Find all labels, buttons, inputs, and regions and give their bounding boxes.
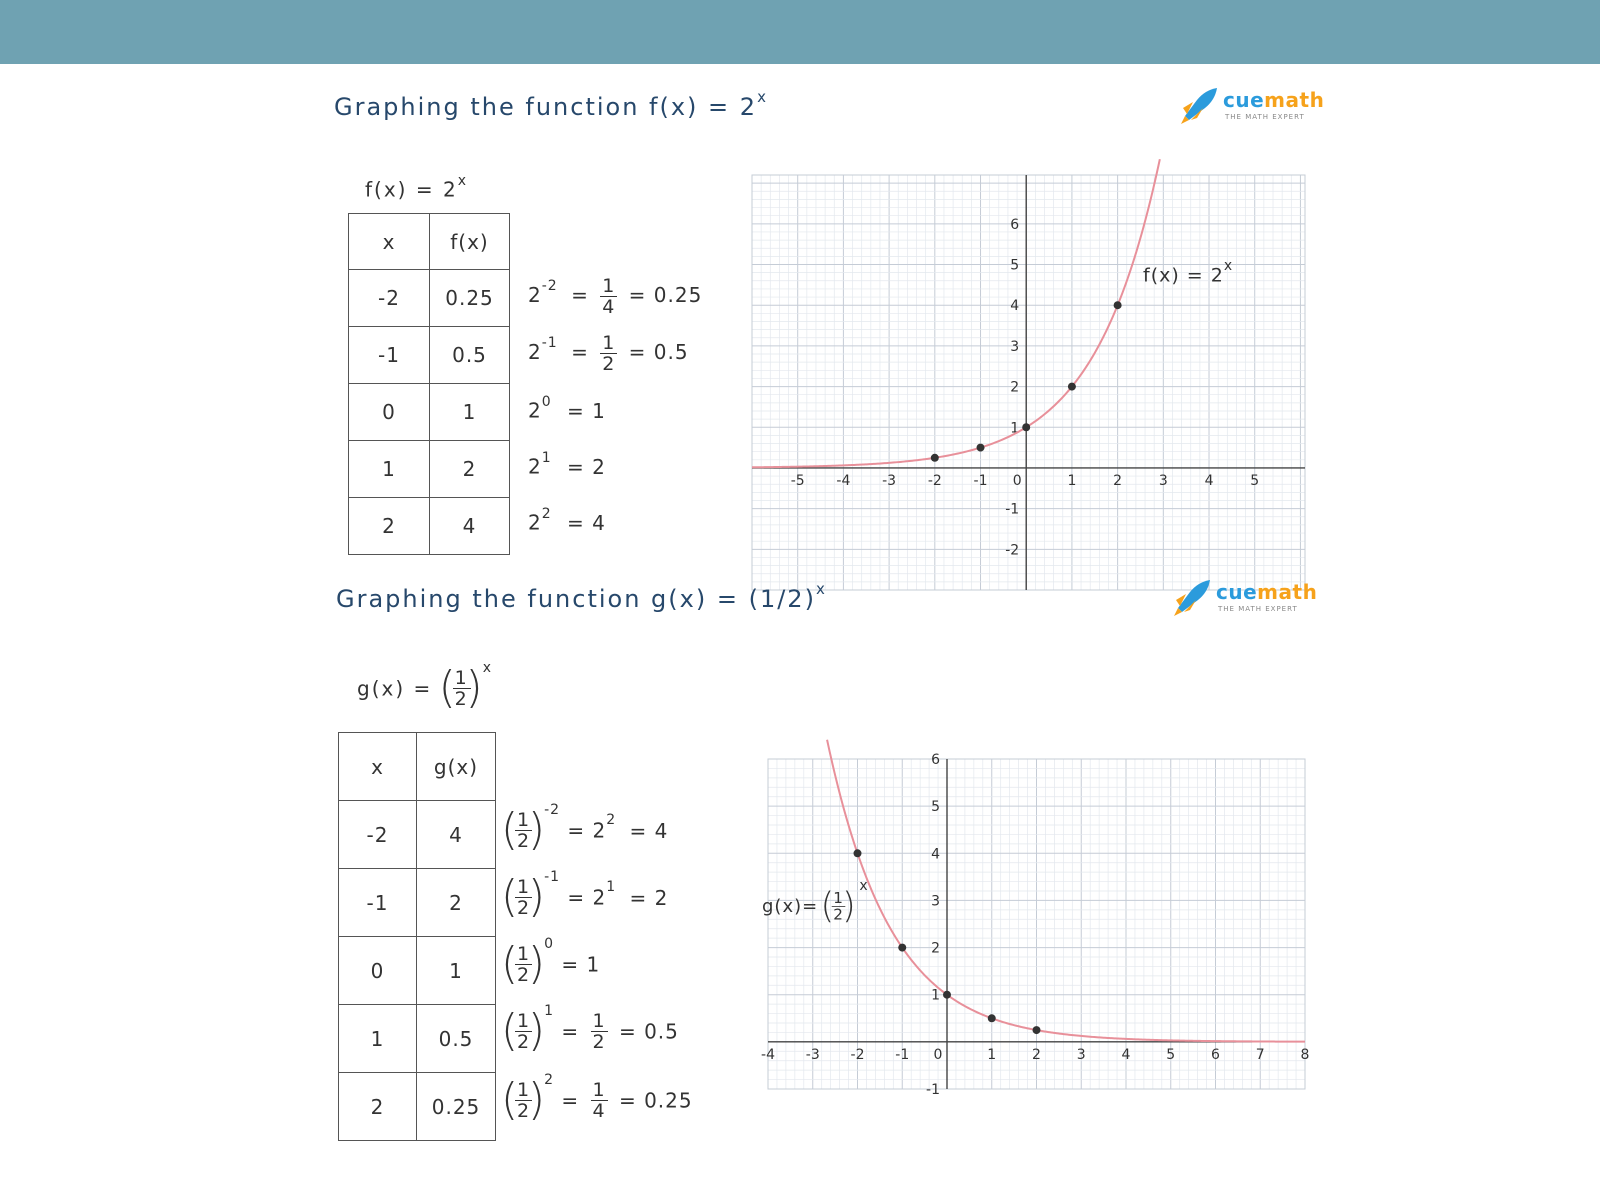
calc-paren-fraction: ( $\frac{1}{2}$ ) [501,804,547,855]
table-cell: 0.25 [417,1073,496,1141]
table-row [349,498,510,555]
calc-base: 2 [528,454,542,479]
rocket-icon [1175,86,1219,126]
curve-label-text: g(x)= [762,896,819,917]
x-tick-label: 5 [1166,1046,1176,1063]
section2-title-exponent: x [815,580,827,598]
x-tick-label: 7 [1255,1046,1265,1063]
top-banner [0,0,1600,64]
calc-result: = 1 [561,952,601,977]
table-header-x: x [339,733,417,801]
curve-label-text: f(x) = 2 [1143,264,1224,287]
calc-base: 2 [528,510,542,535]
calc-result: = 4 [629,818,669,843]
section2-value-table [338,732,496,1141]
x-tick-label: 4 [1121,1046,1131,1063]
x-tick-label: 6 [1211,1046,1220,1063]
plot-border [752,175,1305,590]
section1-def-lhs: f(x) = 2 [365,177,458,202]
calc-result: = 1 [567,398,606,423]
table-header-row [349,214,510,270]
chart-f-2-pow-x [752,175,1305,590]
y-tick-label: -1 [926,1082,940,1098]
data-point [1022,423,1030,431]
table-row [339,801,496,869]
calc-equals: = [561,1019,580,1044]
x-tick-label: 8 [1300,1046,1310,1063]
table-header-gx: g(x) [417,733,496,801]
y-tick-label: 4 [1010,298,1020,315]
calc-exponent: 0 [544,936,555,952]
calc-equals: = [571,283,589,307]
calc-base: 2 [528,340,542,364]
table-row [349,384,510,441]
data-point [943,991,951,999]
calc-row [501,1003,679,1056]
calc-row [501,936,601,989]
x-tick-label: -4 [761,1046,775,1063]
calc-fraction [600,276,617,317]
curve-label-g [762,877,869,927]
table-row [339,937,496,1005]
def-paren-fraction [438,662,485,713]
table-cell: 2 [417,869,496,937]
calc-paren-fraction: ( $\frac{1}{2}$ ) [501,938,547,989]
y-tick-label: -2 [1005,542,1020,559]
table-cell: 4 [417,801,496,869]
fraction-denominator: 2 [592,1031,606,1053]
calc-paren-fraction: ( $\frac{1}{2}$ ) [501,871,547,922]
table-cell: -1 [349,327,430,384]
calc-exponent: 2 [544,1072,555,1088]
x-tick-label: -2 [927,472,942,489]
data-point [1068,383,1076,391]
fraction-numerator: 1 [592,1079,606,1101]
cuemath-logo [1168,578,1318,622]
calc-fraction [591,1080,608,1121]
table-row [339,1005,496,1073]
calc-base: 2 [528,283,542,307]
paren-right: ) [465,662,485,713]
y-tick-label: 5 [1010,257,1020,274]
calc-rhs-exponent: 1 [606,879,617,896]
data-point [1033,1026,1041,1034]
curve-label-fraction: ( $\frac{1}{2}$ ) [820,885,857,927]
table-cell: 1 [349,441,430,498]
rocket-icon [1168,578,1212,618]
data-point [977,444,985,452]
fraction-numerator: 1 [454,667,469,689]
calc-exponent: 1 [541,450,552,466]
fraction-denominator: 2 [833,906,845,924]
calc-exponent: -2 [541,278,558,295]
table-cell: 2 [339,1073,417,1141]
logo-brand [1216,580,1317,604]
logo-brand [1223,88,1324,112]
table-cell: 1 [430,384,510,441]
calc-exponent: -1 [544,869,561,885]
table-header-x: x [349,214,430,270]
table-row [349,327,510,384]
table-cell: 0.5 [430,327,510,384]
table-cell: 2 [349,498,430,555]
table-row [339,1073,496,1141]
y-tick-label: 6 [1010,216,1020,233]
section1-title-text: Graphing the function f(x) = 2 [334,93,758,121]
logo-brand-cue: cue [1216,580,1258,604]
calc-result: = 0.25 [628,283,703,307]
y-tick-label: 5 [931,799,940,816]
data-point [898,944,906,952]
x-tick-label: 0 [1012,472,1022,489]
calc-row [501,869,669,922]
x-tick-label: 5 [1250,472,1260,489]
y-tick-label: 6 [931,752,940,768]
y-tick-label: 4 [931,846,940,863]
calc-exponent: -1 [541,335,558,352]
table-cell: 0 [339,937,417,1005]
calc-paren-fraction: ( $\frac{1}{2}$ ) [501,1074,547,1125]
curve-label-exponent: x [1223,258,1234,274]
data-point [1114,301,1122,309]
calc-exponent: 1 [544,1003,555,1019]
x-tick-label: -1 [895,1046,910,1063]
calc-row [528,450,606,479]
calc-rhs: = 2 [567,885,607,910]
data-point [854,849,862,857]
x-tick-label: -4 [836,472,851,489]
table-header-fx: f(x) [430,214,510,270]
x-tick-label: 3 [1158,472,1168,489]
fraction-numerator: 1 [602,332,616,354]
calc-result: = 0.5 [618,1019,679,1044]
y-tick-label: -1 [1005,501,1020,518]
cuemath-logo [1175,86,1325,130]
fraction-denominator: 4 [592,1100,606,1122]
calc-equals: = [571,340,589,364]
x-tick-label: -3 [882,472,897,489]
section2-title-text: Graphing the function g(x) = (1/2) [336,585,816,613]
table-header-row [339,733,496,801]
y-tick-label: 2 [1010,379,1020,396]
calc-paren-fraction: ( $\frac{1}{2}$ ) [501,1005,547,1056]
fraction-denominator: 4 [602,296,616,318]
section2-title [336,580,827,613]
data-point [931,454,939,462]
calc-exponent: -2 [544,802,561,818]
paren-left: ( [438,662,458,713]
calc-result: = 0.25 [618,1088,693,1113]
section1-definition [365,173,468,202]
section1-title-exponent: x [757,88,768,106]
section1-def-exponent: x [457,173,468,189]
x-tick-label: -5 [790,472,805,489]
section1-value-table [348,213,510,555]
calc-fraction [600,333,617,374]
table-cell: 0.25 [430,270,510,327]
x-tick-label: 1 [1067,472,1077,489]
calc-fraction [591,1011,608,1052]
table-cell: -2 [349,270,430,327]
x-tick-label: 0 [933,1046,943,1063]
fraction-denominator: 2 [454,688,469,710]
section2-def-lhs: g(x) = [357,676,433,701]
x-tick-label: -2 [850,1046,865,1063]
curve-label-exponent: x [859,877,869,894]
calc-row [528,333,689,374]
logo-brand-cue: cue [1223,88,1265,112]
calc-row [528,394,606,423]
data-point [988,1014,996,1022]
table-cell: 1 [417,937,496,1005]
calc-row [501,802,669,855]
section1-title [334,88,768,121]
table-row [349,441,510,498]
table-row [339,869,496,937]
calc-exponent: 2 [541,506,552,522]
calc-base: 2 [528,398,542,423]
logo-brand-math: math [1257,580,1318,604]
calc-row [528,276,702,317]
calc-rhs-exponent: 2 [606,812,617,829]
table-cell: 0 [349,384,430,441]
calc-equals: = [561,1088,580,1113]
calc-row [501,1072,693,1125]
section2-definition [357,660,494,713]
curve-label-f [1143,258,1234,287]
fraction-numerator: 1 [602,275,616,297]
table-cell: -1 [339,869,417,937]
logo-tagline: THE MATH EXPERT [1218,605,1298,613]
x-tick-label: 2 [1032,1046,1041,1063]
x-tick-label: -3 [805,1046,820,1063]
y-tick-label: 1 [1010,420,1020,437]
y-tick-label: 3 [931,893,940,910]
table-row [349,270,510,327]
def-exponent: x [482,660,494,676]
x-tick-label: 3 [1076,1046,1086,1063]
y-tick-label: 2 [931,940,940,957]
x-tick-label: 2 [1113,472,1123,489]
logo-tagline: THE MATH EXPERT [1225,113,1305,121]
table-cell: 2 [430,441,510,498]
table-cell: -2 [339,801,417,869]
table-cell: 0.5 [417,1005,496,1073]
y-tick-label: 1 [931,987,940,1004]
calc-result: = 0.5 [628,340,689,364]
y-tick-label: 3 [1010,338,1020,355]
calc-rhs: = 2 [567,818,607,843]
calc-result: = 2 [567,454,606,479]
logo-brand-math: math [1264,88,1325,112]
table-cell: 1 [339,1005,417,1073]
calc-result: = 4 [567,510,606,535]
calc-exponent: 0 [541,394,552,410]
x-tick-label: 1 [987,1046,997,1063]
calc-row [528,506,606,535]
x-tick-label: 4 [1204,472,1214,489]
x-tick-label: -1 [973,472,988,489]
table-cell: 4 [430,498,510,555]
fraction-numerator: 1 [592,1010,606,1032]
calc-result: = 2 [629,885,669,910]
fraction-numerator: 1 [833,889,845,907]
fraction-denominator: 2 [602,353,616,375]
